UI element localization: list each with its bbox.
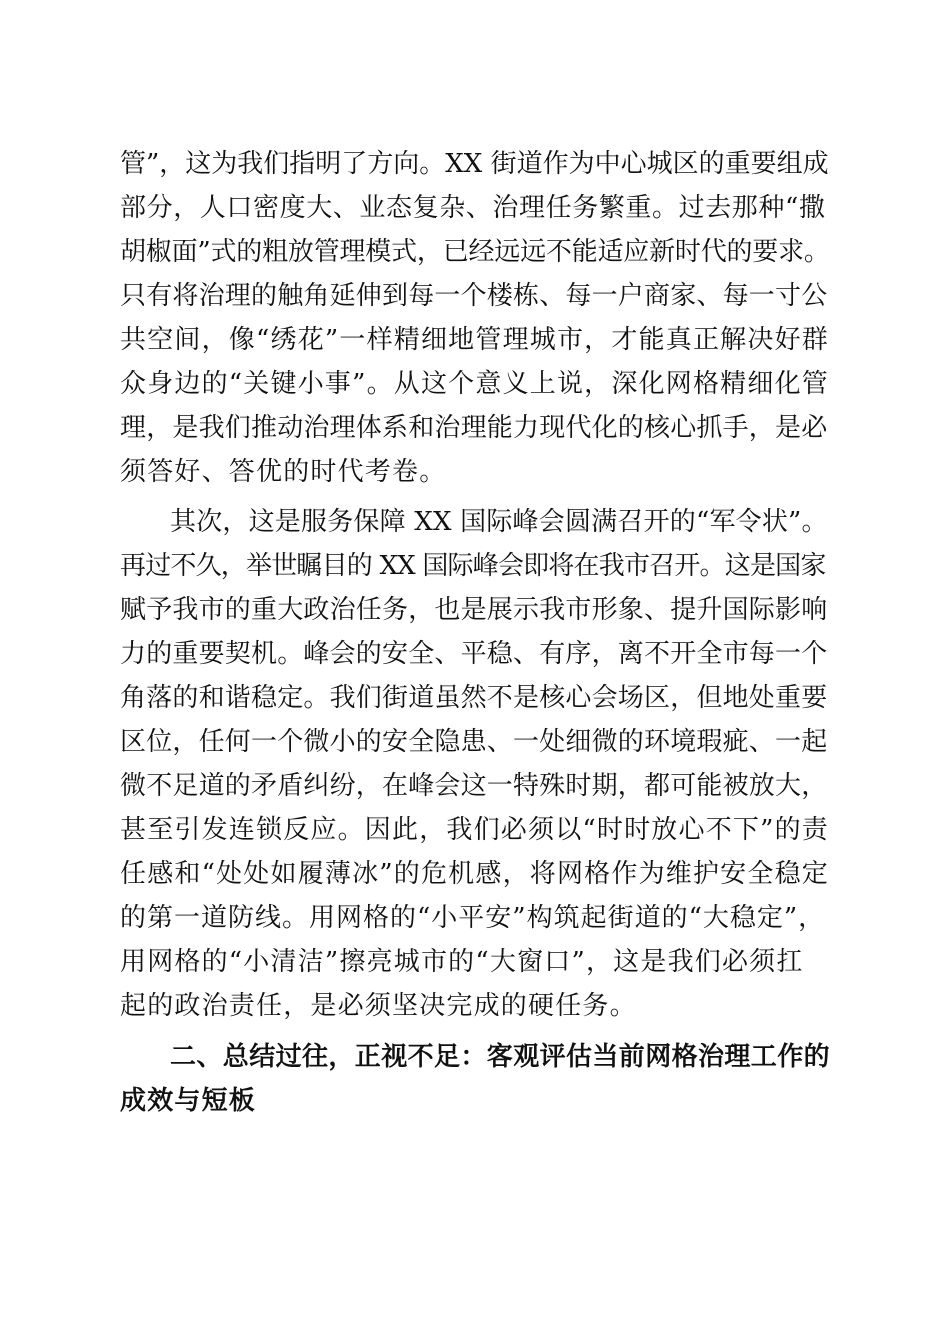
paragraph-2-line-7: 微不足道的矛盾纠纷，在峰会这一特殊时期，都可能被放大， [120, 771, 828, 801]
paragraph-1-line-8: 须答好、答优的时代考卷。 [120, 457, 447, 487]
paragraph-1-line-2: 部分，人口密度大、业态复杂、治理任务繁重。过去那种“撒 [120, 193, 826, 223]
paragraph-2-line-3: 赋予我市的重大政治任务，也是展示我市形象、提升国际影响 [120, 595, 828, 625]
paragraph-2-line-9: 任感和“处处如履薄冰”的危机感，将网格作为维护安全稳定 [120, 859, 829, 889]
paragraph-1-line-4: 只有将治理的触角延伸到每一个楼栋、每一户商家、每一寸公 [120, 281, 828, 311]
section-heading-line-2: 成效与短板 [120, 1086, 257, 1116]
paragraph-1-line-6: 众身边的“关键小事”。从这个意义上说，深化网格精细化管 [120, 369, 829, 399]
paragraph-1-line-5: 共空间，像“绣花”一样精细地管理城市，才能真正解决好群 [120, 325, 829, 355]
paragraph-2-line-4: 力的重要契机。峰会的安全、平稳、有序，离不开全市每一个 [120, 639, 828, 669]
paragraph-2-line-11: 用网格的“小清洁”擦亮城市的“大窗口”，这是我们必须扛 [120, 947, 804, 977]
paragraph-2-line-8: 甚至引发连锁反应。因此，我们必须以“时时放心不下”的责 [120, 815, 829, 845]
paragraph-2-line-5: 角落的和谐稳定。我们街道虽然不是核心会场区，但地处重要 [120, 683, 828, 713]
paragraph-2-line-6: 区位，任何一个微小的安全隐患、一处细微的环境瑕疵、一起 [120, 727, 828, 757]
paragraph-1-line-1: 管”，这为我们指明了方向。XX 街道作为中心城区的重要组成 [120, 149, 829, 179]
paragraph-2-line-10: 的第一道防线。用网格的“小平安”构筑起街道的“大稳定”， [120, 903, 826, 933]
paragraph-2-line-12: 起的政治责任，是必须坚决完成的硬任务。 [120, 991, 637, 1021]
paragraph-1-line-7: 理，是我们推动治理体系和治理能力现代化的核心抓手，是必 [120, 413, 828, 443]
paragraph-1-line-3: 胡椒面”式的粗放管理模式，已经远远不能适应新时代的要求。 [120, 237, 830, 267]
section-heading-line-1: 二、总结过往，正视不足：客观评估当前网格治理工作的 [170, 1042, 831, 1072]
paragraph-2-line-2: 再过不久，举世瞩目的 XX 国际峰会即将在我市召开。这是国家 [120, 551, 826, 581]
paragraph-2-line-1: 其次，这是服务保障 XX 国际峰会圆满召开的“军令状”。 [170, 507, 828, 537]
